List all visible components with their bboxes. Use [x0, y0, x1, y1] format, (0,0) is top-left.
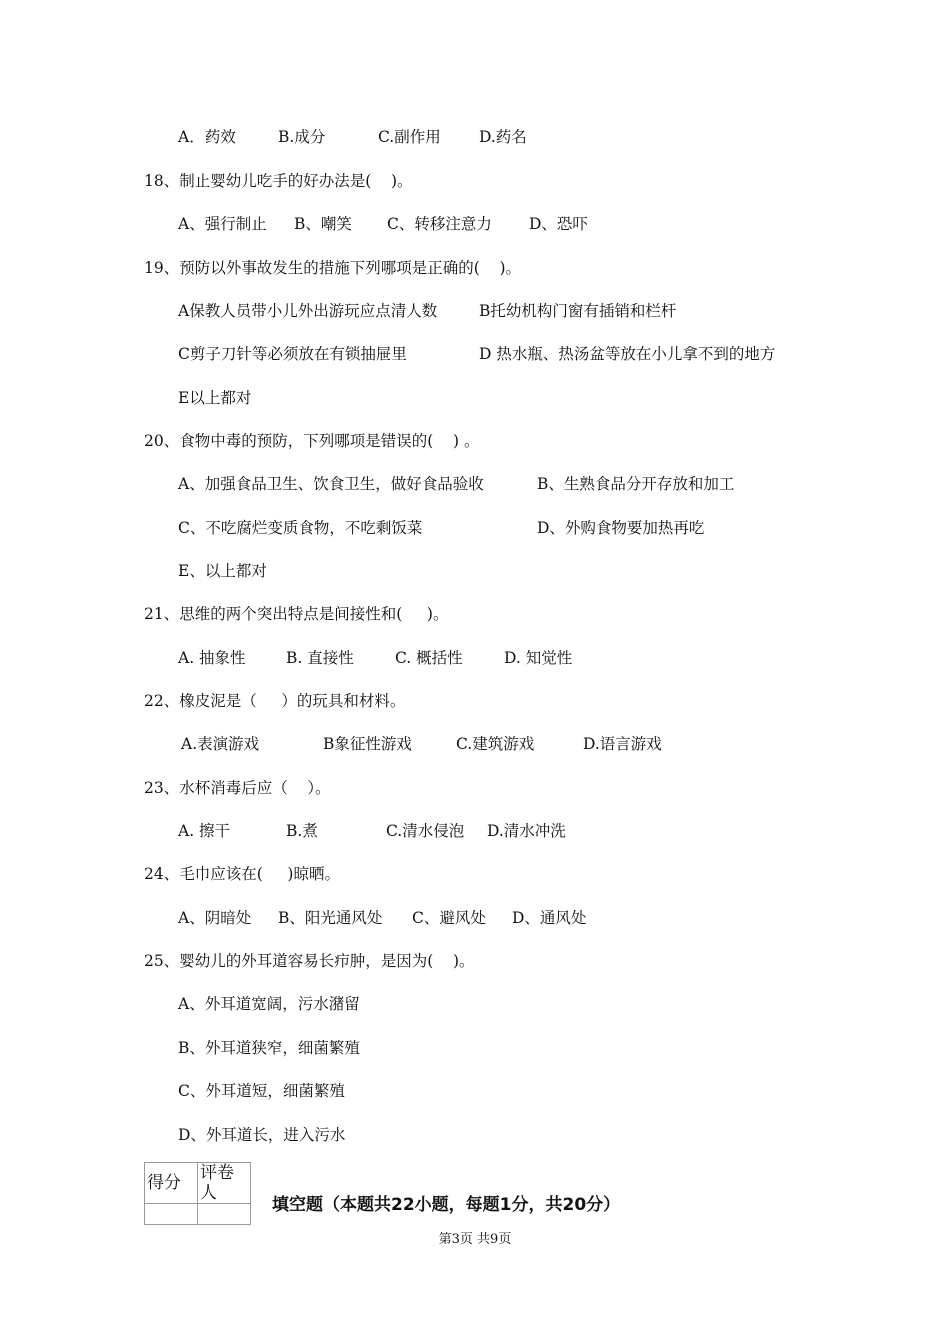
q19-option-c: C剪子刀针等必须放在有锁抽屉里	[178, 345, 407, 363]
q25-option-b: B、外耳道狭窄，细菌繁殖	[178, 1039, 360, 1057]
question-21-stem: 21、思维的两个突出特点是间接性和( )。	[144, 605, 449, 623]
q23-option-b: B.煮	[286, 822, 318, 840]
q20-option-d: D、外购食物要加热再吃	[537, 519, 705, 537]
q22-option-d: D.语言游戏	[583, 735, 662, 753]
q20-option-c: C、不吃腐烂变质食物，不吃剩饭菜	[178, 519, 423, 537]
grader-header: 评卷人	[198, 1163, 251, 1204]
q23-option-d: D.清水冲洗	[487, 822, 566, 840]
q17-option-b: B.成分	[278, 128, 326, 146]
question-22-stem: 22、橡皮泥是（ ）的玩具和材料。	[144, 692, 406, 710]
score-header: 得分	[145, 1163, 198, 1204]
q19-option-a: A保教人员带小儿外出游玩应点清人数	[178, 302, 438, 320]
q19-option-d: D 热水瓶、热汤盆等放在小儿拿不到的地方	[479, 345, 776, 363]
q23-option-c: C.清水侵泡	[386, 822, 465, 840]
q22-option-a: A.表演游戏	[181, 735, 260, 753]
score-table	[144, 1162, 251, 1225]
question-25-stem: 25、婴幼儿的外耳道容易长疖肿，是因为( )。	[144, 952, 475, 970]
grader-cell[interactable]	[198, 1204, 251, 1225]
q17-option-a: A．药效	[178, 128, 236, 146]
q20-option-a: A、加强食品卫生、饮食卫生，做好食品验收	[178, 475, 484, 493]
q19-option-b: B托幼机构门窗有插销和栏杆	[479, 302, 677, 320]
question-20-stem: 20、食物中毒的预防，下列哪项是错误的( ) 。	[144, 432, 480, 450]
q25-option-c: C、外耳道短，细菌繁殖	[178, 1082, 345, 1100]
page-footer: 第3页 共9页	[438, 1232, 512, 1247]
q18-option-c: C、转移注意力	[387, 215, 492, 233]
q24-option-a: A、阴暗处	[178, 909, 252, 927]
question-24-stem: 24、毛巾应该在( )晾晒。	[144, 865, 340, 883]
q17-option-c: C.副作用	[378, 128, 441, 146]
q18-option-d: D、恐吓	[529, 215, 588, 233]
question-18-stem: 18、制止婴幼儿吃手的好办法是( )。	[144, 172, 413, 190]
q18-option-a: A、强行制止	[178, 215, 267, 233]
q18-option-b: B、嘲笑	[294, 215, 352, 233]
q21-option-d: D. 知觉性	[504, 649, 573, 667]
q23-option-a: A. 擦干	[178, 822, 231, 840]
question-23-stem: 23、水杯消毒后应（ ）。	[144, 779, 331, 797]
q24-option-b: B、阳光通风处	[278, 909, 383, 927]
q24-option-d: D、通风处	[512, 909, 587, 927]
score-cell[interactable]	[145, 1204, 198, 1225]
q25-option-a: A、外耳道宽阔，污水潴留	[178, 995, 360, 1013]
q24-option-c: C、避风处	[412, 909, 486, 927]
q17-option-d: D.药名	[479, 128, 527, 146]
q20-option-b: B、生熟食品分开存放和加工	[537, 475, 735, 493]
q22-option-b: B象征性游戏	[323, 735, 412, 753]
q20-option-e: E、以上都对	[178, 562, 267, 580]
q21-option-c: C. 概括性	[395, 649, 463, 667]
q25-option-d: D、外耳道长，进入污水	[178, 1126, 346, 1144]
q22-option-c: C.建筑游戏	[456, 735, 535, 753]
q21-option-a: A. 抽象性	[178, 649, 246, 667]
question-19-stem: 19、预防以外事故发生的措施下列哪项是正确的( )。	[144, 259, 522, 277]
section-title: 填空题（本题共22小题，每题1分，共20分）	[272, 1195, 621, 1215]
q21-option-b: B. 直接性	[286, 649, 354, 667]
q19-option-e: E以上都对	[178, 389, 252, 407]
